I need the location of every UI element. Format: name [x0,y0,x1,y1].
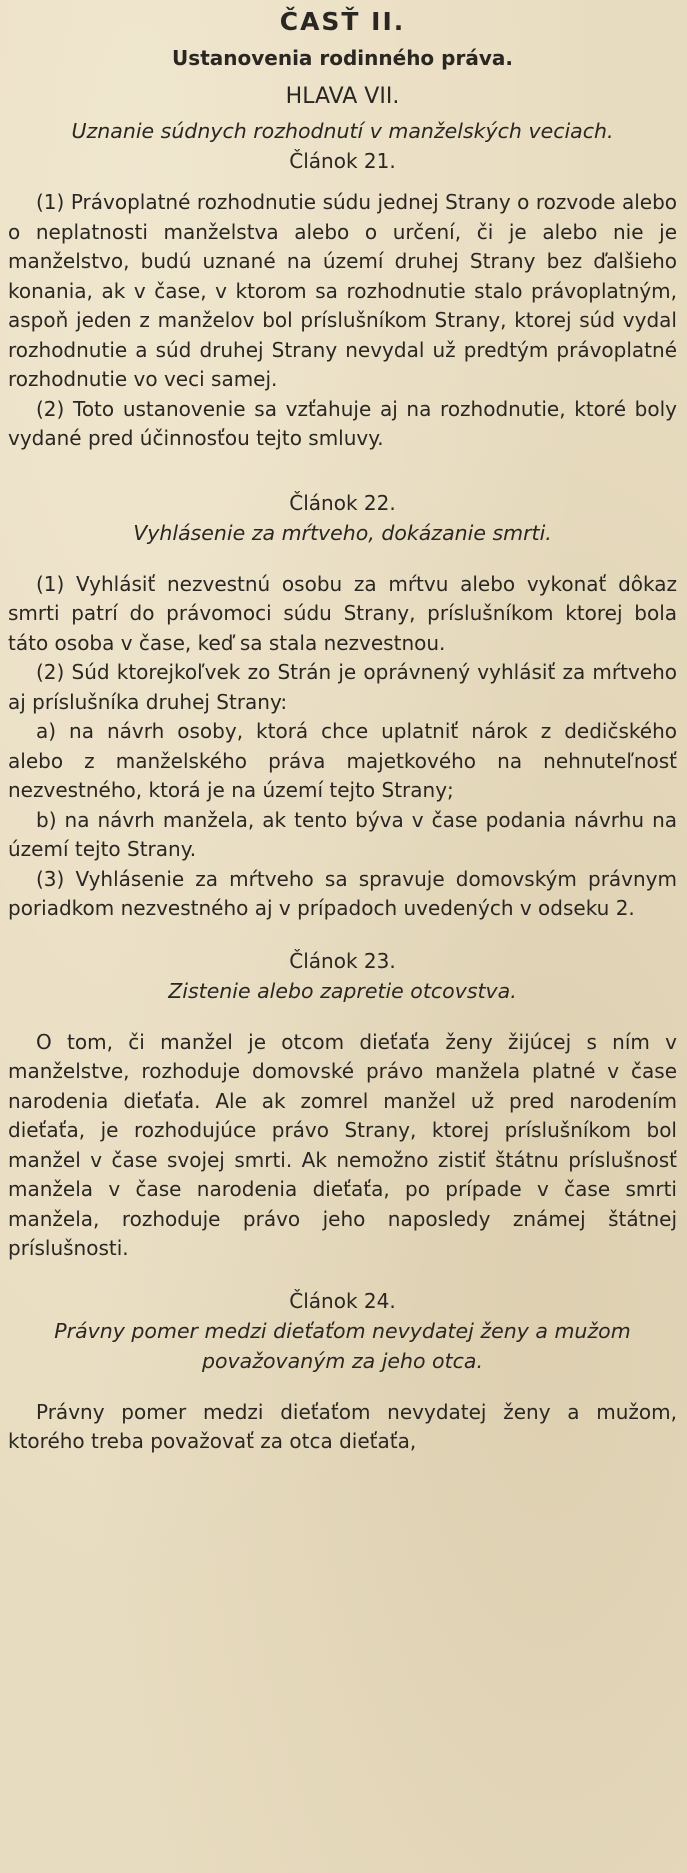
article-23-heading: Zistenie alebo zapretie otcovstva. [168,978,517,1003]
article-23-paragraph-1: O tom, či manžel je otcom dieťaťa ženy žijúcej s ním v manželstve, rozhoduje domovské právo manžela platné v čase narodenia dieťaťa. Ale ak zomrel manžel už pred narodením dieťaťa, je rozhodujúce právo Strany, ktorej príslušníkom bol manžel v čase svojej smrti. Ak nemožno zistiť štátnu príslušnosť manžela v čase narodenia dieťaťa, po prípade v čase smrti manžela, rozhoduje právo jeho naposledy známej štátnej príslušnosti. [8,1029,677,1260]
article-24-number: Článok 24. [289,1288,396,1313]
chapter-subtitle: Uznanie súdnych rozhodnutí v manželských veciach. [71,119,614,143]
part-subtitle: Ustanovenia rodinného práva. [172,46,513,70]
article-22-paragraph-3: (3) Vyhlásenie za mŕtveho sa spravuje domovským právnym poriadkom nezvestného aj v prípadoch uvedených v odseku 2. [8,866,677,920]
article-24-paragraph-1: Právny pomer medzi dieťaťom nevydatej ženy a mužom, ktorého treba považovať za otca dieťaťa, [8,1399,677,1453]
chapter-title: HLAVA VII. [285,84,400,109]
article-22-number: Článok 22. [289,490,396,515]
article-21-paragraph-2: (2) Toto ustanovenie sa vzťahuje aj na rozhodnutie, ktoré boly vydané pred účinnosťou tejto smluvy. [8,396,677,450]
article-21-paragraph-1: (1) Právoplatné rozhodnutie súdu jednej Strany o rozvode alebo o neplatnosti manželstva alebo o určení, či je alebo nie je manželstvo, budú uznané na území druhej Strany bez ďalšieho konania, ak v čase, v ktorom sa rozhodnutie stalo právoplatným, aspoň jeden z manželov bol príslušníkom Strany, ktorej súd vydal rozhodnutie a súd druhej Strany nevydal už predtým právoplatné rozhodnutie vo veci samej. [8,190,677,391]
article-22-paragraph-2: (2) Súd ktorejkoľvek zo Strán je oprávnený vyhlásiť za mŕtveho aj príslušníka druhej Strany: [8,660,677,714]
article-23-number: Článok 23. [289,948,396,973]
article-22-point-b: b) na návrh manžela, ak tento býva v čase podania návrhu na území tejto Strany. [8,807,677,861]
article-22-paragraph-1: (1) Vyhlásiť nezvestnú osobu za mŕtvu alebo vykonať dôkaz smrti patrí do právomoci súdu Strany, príslušníkom ktorej bola táto osoba v čase, keď sa stala nezvestnou. [8,571,677,655]
article-22-point-a: a) na návrh osoby, ktorá chce uplatniť nárok z dedičského alebo z manželského práva majetkového na nehnuteľnosť nezvestného, ktorá je na území tejto Strany; [8,719,677,802]
part-title: ČASŤ II. [279,7,406,36]
article-21-number: Článok 21. [289,149,396,173]
article-22-heading: Vyhlásenie za mŕtveho, dokázanie smrti. [133,520,552,545]
article-24-heading: Právny pomer medzi dieťaťom nevydatej ženy a mužom považovaným za jeho otca. [54,1318,631,1373]
